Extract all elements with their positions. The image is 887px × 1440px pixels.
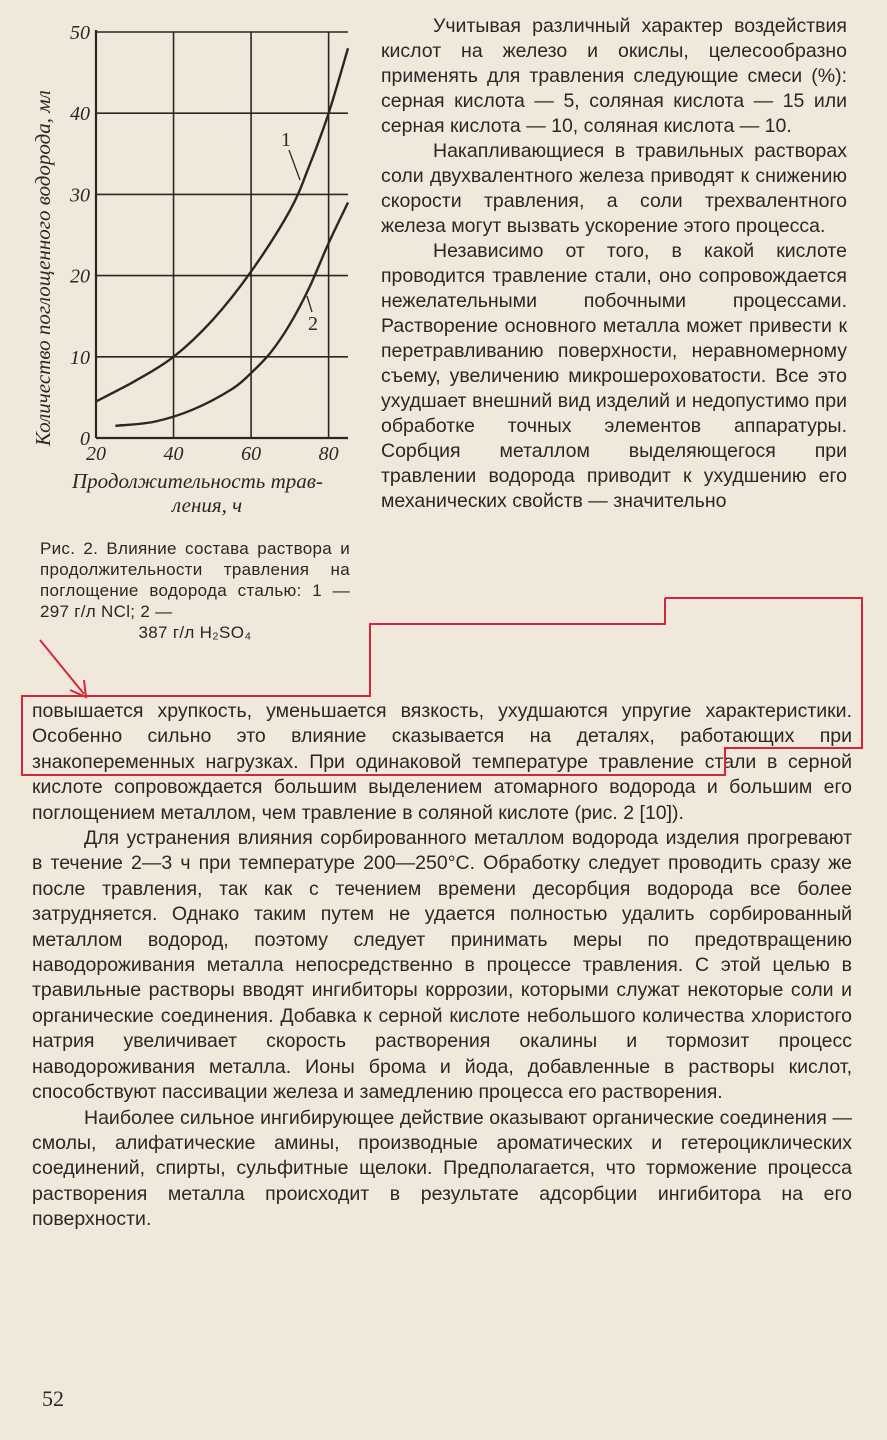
right-column bbox=[381, 14, 847, 514]
x-tick-label: 80 bbox=[318, 443, 339, 465]
annotation-arrow-line bbox=[40, 640, 84, 694]
x-tick-labels bbox=[86, 443, 339, 465]
curve-label-2: 2 bbox=[308, 313, 318, 335]
full-width-text bbox=[32, 699, 852, 1233]
paragraph: Учитывая различный характер воздействия кислот на железо и окислы, целесообразно применять для травления следующие смеси (%): серная кислота — 5, соляная кислота — 15 или серная кислота — 10, соляная кислота — 10. bbox=[381, 15, 847, 137]
paragraph: Независимо от того, в какой кислоте проводится травление стали, оно сопровождается нежелательными побочными процессами. Растворение основного металла может привести к перетравливанию поверхности, неравномерному съему, увеличению микрошероховатости. Все это ухудшает внешний вид изделий и недопустимо при обработке точных элементов аппаратуры. Сорбция металлом выделяющегося при травлении водорода приводит к ухудшению его механических свойств — значительно bbox=[381, 240, 847, 512]
paragraph: Для устранения влияния сорбированного металлом водорода изделия прогревают в течение 2—3 ч при температуре 200—250°С. Обработку следует проводить сразу же после травления, так как с течением времени десорбция водорода все более затрудняется. Однако таким путем не удается полностью удалить сорбированный металлом водород, поэтому следует принимать меры по предотвращению наводороживания металла непосредственно в процессе травления. С этой целью в травильные растворы вводят ингибиторы коррозии, которыми служат некоторые соли и органические соединения. Добавка к серной кислоте небольшого количества хлористого натрия увеличивает скорость растворения окалины и тормозит процесс наводороживания металла. Ионы брома и йода, добавленные в растворы кислот, способствуют пассивации железа и замедлению процесса его растворения. bbox=[32, 827, 852, 1104]
x-axis-title-line2: ления, ч bbox=[172, 493, 243, 517]
paragraph: Наиболее сильное ингибирующее действие оказывают органические соединения — смолы, алифатические амины, производные ароматических и гетероциклических соединений, спирты, сульфитные щелоки. Предполагается, что торможение процесса растворения металла происходит в результате адсорбции ингибитора на его поверхности. bbox=[32, 1106, 852, 1231]
y-tick-label: 20 bbox=[70, 265, 90, 288]
y-tick-labels bbox=[69, 22, 90, 450]
y-tick-label: 50 bbox=[70, 22, 90, 44]
x-axis-title-line1: Продолжительность трав- bbox=[72, 469, 323, 493]
curve-label-1-leader bbox=[289, 150, 300, 180]
caption-text-2: 387 г/л H₂SO₄ bbox=[138, 623, 252, 642]
y-axis-title: Количество поглощенного водорода, мл bbox=[31, 90, 55, 446]
x-tick-label: 20 bbox=[86, 443, 106, 465]
y-tick-label: 40 bbox=[70, 103, 90, 126]
hydrogen-absorption-chart bbox=[0, 0, 380, 530]
x-tick-label: 40 bbox=[163, 443, 184, 465]
paragraph: Накапливающиеся в травильных растворах соли двухвалентного железа приводят к снижению скорости травления, а соли трехвалентного железа могут вызвать ускорение этого процесса. bbox=[381, 140, 847, 237]
figure-caption bbox=[40, 538, 350, 643]
y-tick-label: 30 bbox=[70, 184, 90, 207]
paragraph: повышается хрупкость, уменьшается вязкость, ухудшаются упругие характеристики. Особенно сильно это влияние сказывается на деталях, работающих при знакопеременных нагрузках. При одинаковой температуре травление стали в серной кислоте сопровождается большим выделением атомарного водорода и большим его поглощением металлом, чем травление в соляной кислоте (рис. 2 [10]). bbox=[32, 700, 852, 824]
chart-curves bbox=[96, 48, 348, 426]
annotation-arrow-head bbox=[70, 680, 86, 697]
chart-grid bbox=[96, 32, 348, 438]
curve-label-2-leader bbox=[307, 296, 312, 312]
curve-label-1: 1 bbox=[281, 129, 291, 151]
page-number: 52 bbox=[42, 1386, 64, 1411]
y-tick-label: 0 bbox=[80, 428, 90, 450]
x-tick-label: 60 bbox=[241, 443, 262, 465]
caption-text: Рис. 2. Влияние состава раствора и продолжительности травления на поглощение водорода сталью: 1 — 297 г/л NCl; 2 — bbox=[40, 539, 350, 621]
chart-axes bbox=[96, 30, 348, 438]
curve-1 bbox=[96, 48, 348, 401]
y-tick-label: 10 bbox=[70, 346, 90, 369]
